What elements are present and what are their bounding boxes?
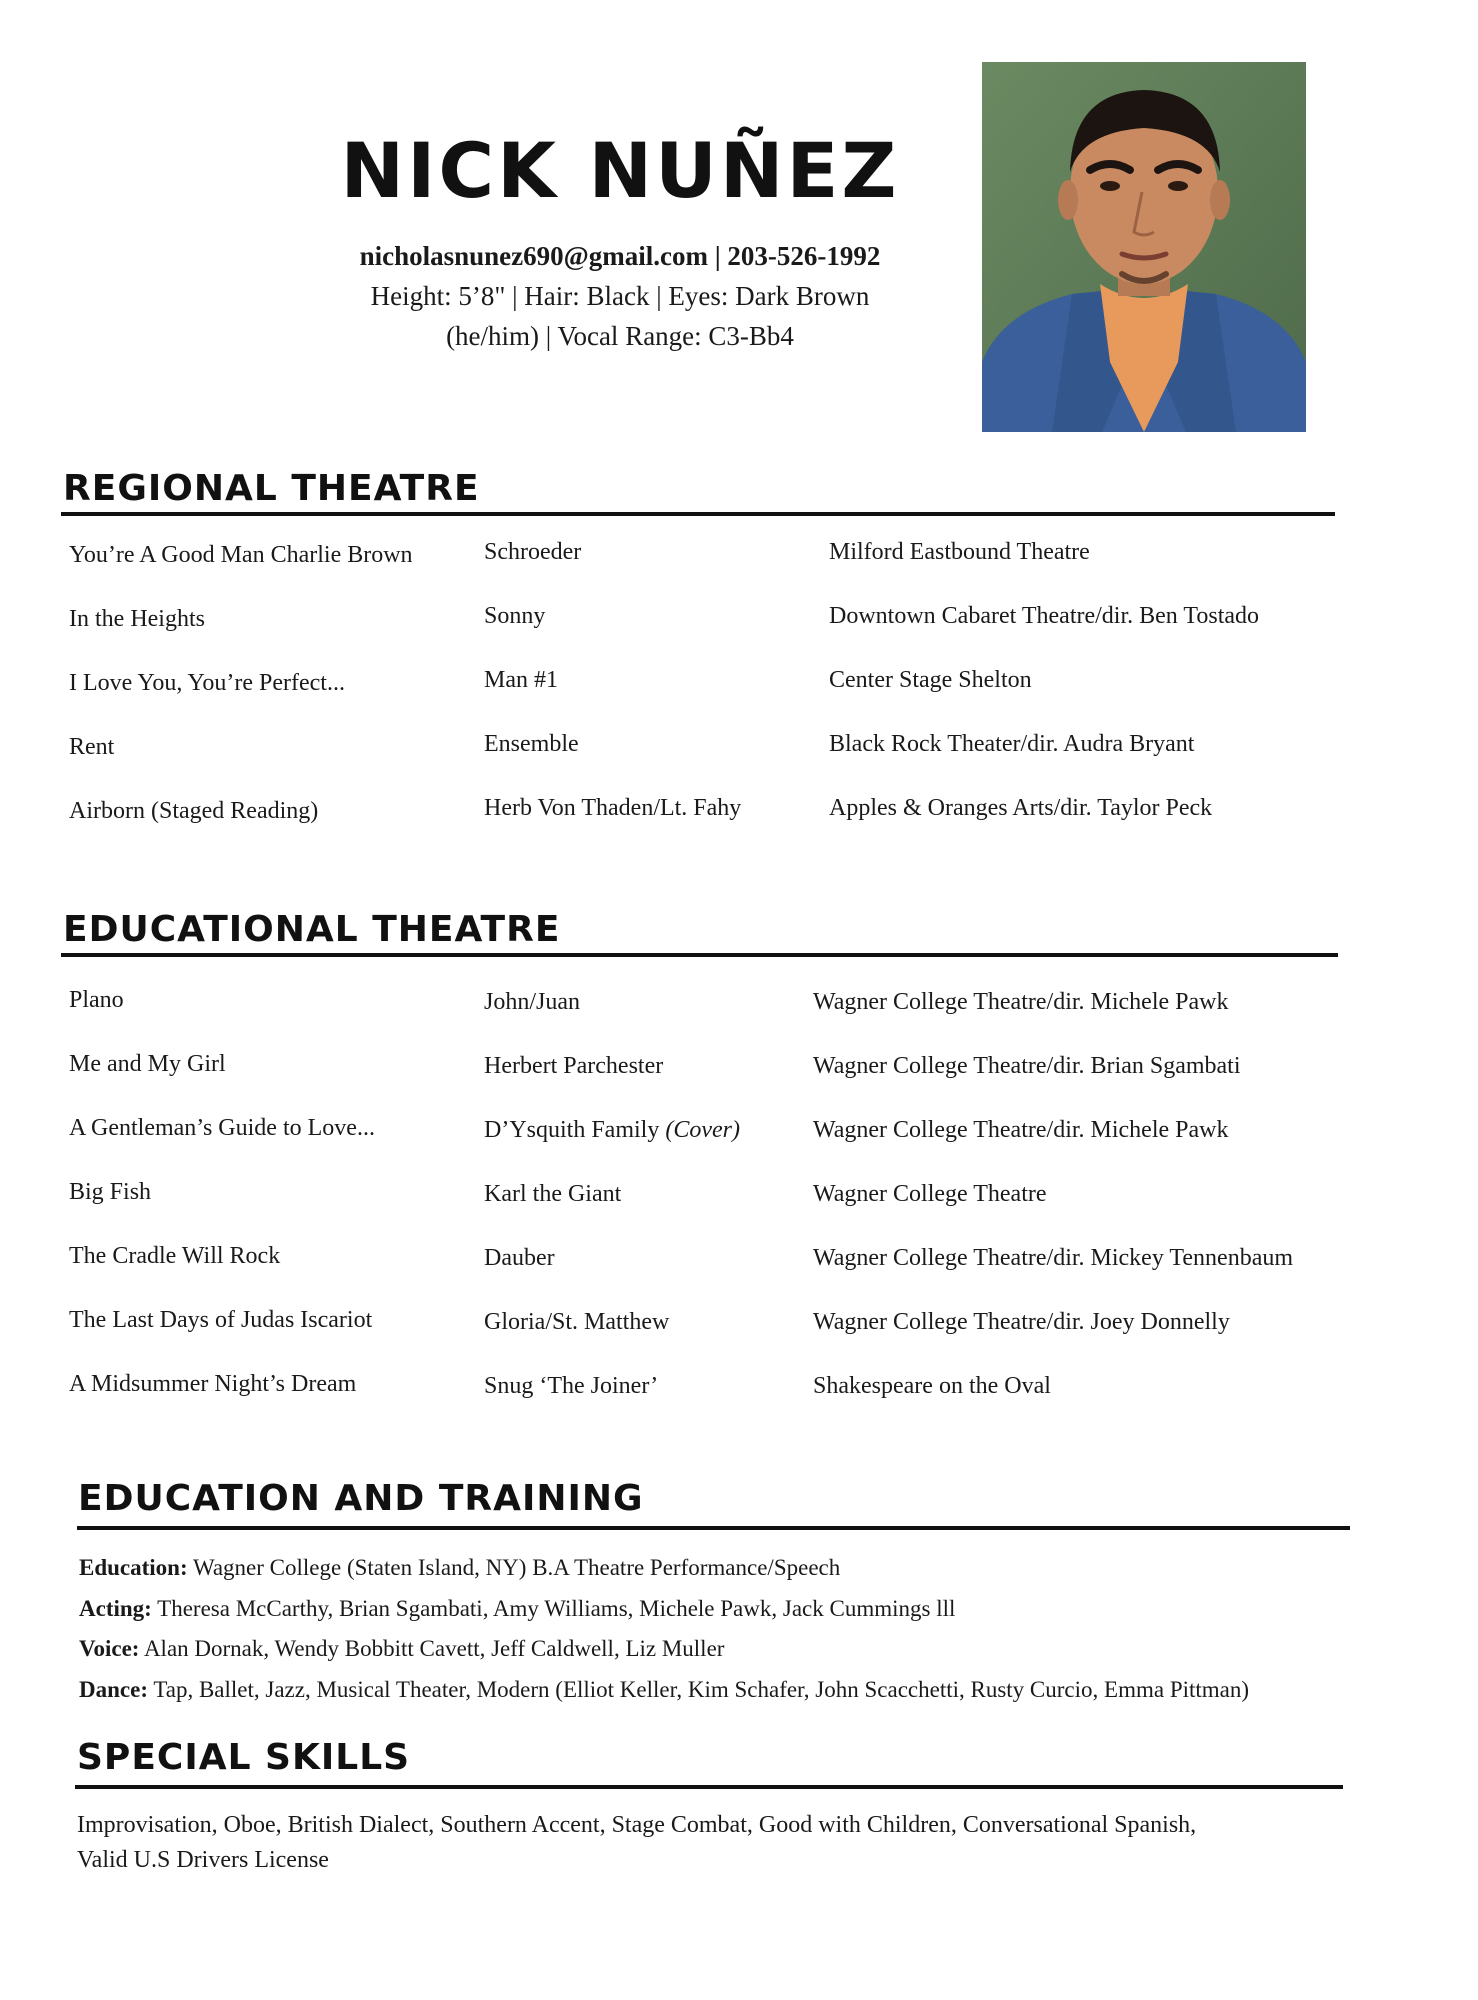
role-cell xyxy=(484,1117,740,1144)
show-title: A Gentleman’s Guide to Love... xyxy=(69,1115,375,1141)
role: Sonny xyxy=(484,603,546,629)
show-title: In the Heights xyxy=(69,606,205,632)
role: Herb Von Thaden/Lt. Fahy xyxy=(484,795,742,821)
show-title: Airborn (Staged Reading) xyxy=(69,798,319,824)
venue: Wagner College Theatre/dir. Michele Pawk xyxy=(813,1117,1229,1143)
skills-line: Improvisation, Oboe, British Dialect, Southern Accent, Stage Combat, Good with Children, Conversational Spanish, xyxy=(77,1812,1197,1838)
role: Karl the Giant xyxy=(484,1181,622,1207)
show-title: A Midsummer Night’s Dream xyxy=(69,1371,357,1397)
role: Dauber xyxy=(484,1245,555,1271)
actor-name: NICK NUÑEZ xyxy=(340,126,900,215)
venue: Wagner College Theatre/dir. Joey Donnelly xyxy=(813,1309,1230,1335)
training-line xyxy=(79,1589,1249,1630)
role: Herbert Parchester xyxy=(484,1053,664,1079)
venue: Shakespeare on the Oval xyxy=(813,1373,1051,1399)
show-title: Big Fish xyxy=(69,1179,152,1205)
role: John/Juan xyxy=(484,989,580,1015)
show-title: The Last Days of Judas Iscariot xyxy=(69,1307,373,1333)
educational-theatre-heading: EDUCATIONAL THEATRE xyxy=(63,909,561,950)
credit-row xyxy=(69,795,1349,862)
training-text: Wagner College (Staten Island, NY) B.A Theatre Performance/Speech xyxy=(187,1555,841,1580)
section-divider xyxy=(61,953,1338,957)
credit-row xyxy=(69,1243,1349,1307)
regional-theatre-heading: REGIONAL THEATRE xyxy=(63,468,480,509)
credit-row xyxy=(69,667,1349,734)
credit-row xyxy=(69,731,1349,798)
credit-row xyxy=(69,603,1349,670)
venue: Milford Eastbound Theatre xyxy=(829,539,1090,565)
training-label: Education: xyxy=(79,1555,188,1580)
training-heading: EDUCATION AND TRAINING xyxy=(78,1478,644,1519)
training-list xyxy=(79,1548,1249,1710)
special-skills-heading: SPECIAL SKILLS xyxy=(77,1737,411,1778)
skills-line: Valid U.S Drivers License xyxy=(77,1847,329,1873)
educational-credits xyxy=(69,987,1349,1435)
training-label: Voice: xyxy=(79,1636,140,1661)
credit-row xyxy=(69,1051,1349,1115)
pronouns-vocal-range: (he/him) | Vocal Range: C3-Bb4 xyxy=(446,321,794,351)
training-text: Tap, Ballet, Jazz, Musical Theater, Modern (Elliot Keller, Kim Schafer, John Scacchetti, Rusty Curcio, Emma Pittman) xyxy=(147,1676,1250,1702)
training-text: Alan Dornak, Wendy Bobbitt Cavett, Jeff Caldwell, Liz Muller xyxy=(139,1636,725,1661)
contact-block xyxy=(300,236,940,356)
show-title: You’re A Good Man Charlie Brown xyxy=(69,542,413,568)
training-line xyxy=(79,1629,1249,1670)
venue: Center Stage Shelton xyxy=(829,667,1032,693)
training-label: Acting: xyxy=(79,1595,152,1621)
credit-row xyxy=(69,987,1349,1051)
credit-row xyxy=(69,1371,1349,1435)
show-title: Me and My Girl xyxy=(69,1051,226,1077)
role: Ensemble xyxy=(484,731,579,757)
venue: Wagner College Theatre xyxy=(813,1181,1047,1207)
regional-credits xyxy=(69,539,1349,862)
training-text: Theresa McCarthy, Brian Sgambati, Amy Williams, Michele Pawk, Jack Cummings lll xyxy=(151,1595,956,1621)
section-divider xyxy=(77,1526,1350,1530)
credit-row xyxy=(69,539,1349,606)
headshot-photo xyxy=(982,62,1306,432)
physical-stats: Height: 5’8" | Hair: Black | Eyes: Dark Brown xyxy=(370,281,870,311)
venue: Wagner College Theatre/dir. Brian Sgambati xyxy=(813,1053,1241,1079)
credit-row xyxy=(69,1115,1349,1179)
venue: Black Rock Theater/dir. Audra Bryant xyxy=(829,731,1195,757)
venue: Downtown Cabaret Theatre/dir. Ben Tostado xyxy=(829,603,1260,629)
role: D’Ysquith Family xyxy=(484,1117,660,1143)
role: Schroeder xyxy=(484,539,582,565)
show-title: Rent xyxy=(69,734,115,760)
show-title: Plano xyxy=(69,987,124,1013)
credit-row xyxy=(69,1179,1349,1243)
venue: Apples & Oranges Arts/dir. Taylor Peck xyxy=(829,795,1213,821)
training-label: Dance: xyxy=(79,1676,148,1702)
role: Man #1 xyxy=(484,667,558,693)
role: Snug ‘The Joiner’ xyxy=(484,1373,659,1399)
show-title: I Love You, You’re Perfect... xyxy=(69,670,345,696)
role-note: (Cover) xyxy=(665,1117,740,1143)
show-title: The Cradle Will Rock xyxy=(69,1243,281,1269)
headshot-illustration xyxy=(982,62,1306,432)
training-line xyxy=(79,1548,1249,1589)
special-skills-text xyxy=(77,1808,1357,1878)
email-phone: nicholasnunez690@gmail.com | 203-526-1992 xyxy=(359,241,881,271)
credit-row xyxy=(69,1307,1349,1371)
venue: Wagner College Theatre/dir. Mickey Tennenbaum xyxy=(813,1245,1294,1271)
section-divider xyxy=(61,512,1335,516)
role: Gloria/St. Matthew xyxy=(484,1309,670,1335)
section-divider xyxy=(75,1785,1343,1789)
training-line xyxy=(79,1670,1249,1711)
venue: Wagner College Theatre/dir. Michele Pawk xyxy=(813,989,1229,1015)
